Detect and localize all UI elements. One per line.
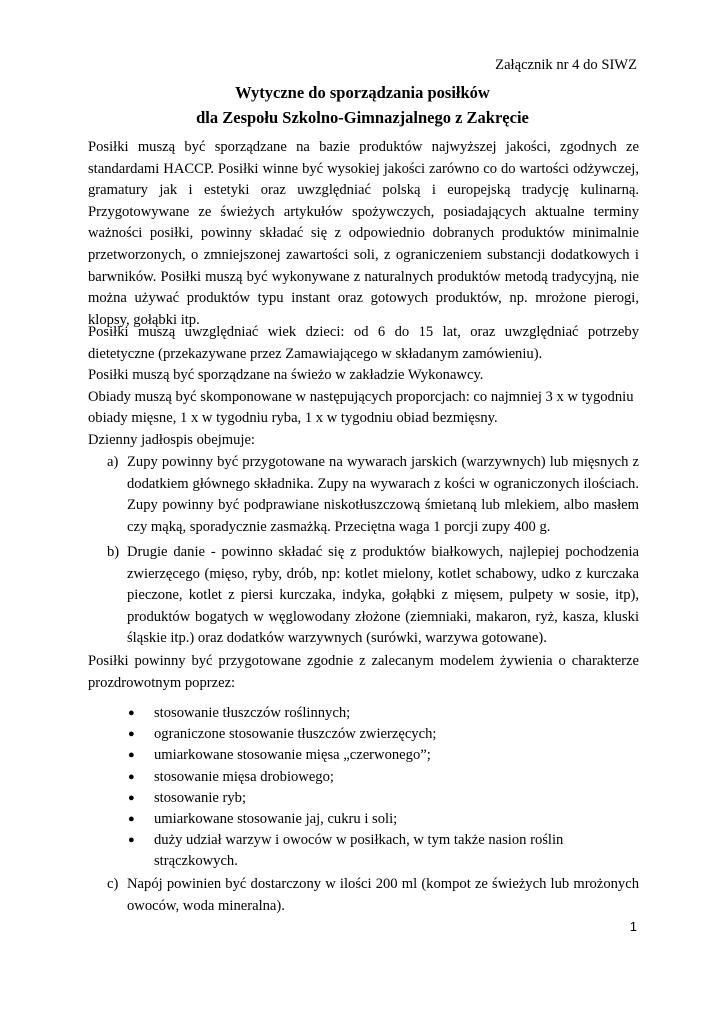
list-item-text: Drugie danie - powinno składać się z produktów białkowych, najlepiej pochodzenia zwierzęcego (mięso, ryby, drób, np: kotlet mielony, kotlet schabowy, udko z kurczaka pieczone, kotlet z piersi kurczaka, indyka, gołąbki z mięsem, pulpety w sosie, itp), produktów bogatych w węglowodany złożone (ziemniaki, makaron, ryż, kasza, kluski śląskie itp.) oraz dodatków warzywnych (surówki, warzywa gotowane). [127,544,639,647]
bullet-item: ● duży udział warzyw i owoców w posiłkach, w tym także nasion roślin strączkowych. [128,830,639,872]
bullet-list [128,703,639,873]
meal-rule-age: Posiłki muszą uwzględniać wiek dzieci: od 6 do 15 lat, oraz uwzględniać potrzeby dietetyczne (przekazywane przez Zamawiającego w składanym zamówieniu). [88,324,639,362]
bullet-icon: ● [128,791,135,804]
bullet-item: ● umiarkowane stosowanie jaj, cukru i soli; [128,809,639,830]
meal-rule-fresh: Posiłki muszą być sporządzane na świeżo w zakładzie Wykonawcy. [88,367,484,384]
bullet-icon: ● [128,813,135,826]
list-marker: a) [107,454,119,470]
bullet-icon: ● [128,770,135,783]
bullet-item: ● stosowanie ryb; [128,788,639,809]
title-line-1: Wytyczne do sporządzania posiłków [235,83,490,102]
list-item-drink [107,874,639,917]
meal-rule-proportions: Obiady muszą być skomponowane w następujących proporcjach: co najmniej 3 x w tygodniu obiady mięsne, 1 x w tygodniu ryba, 1 x w tygodniu obiad bezmięsny. [88,388,634,427]
paragraph-meal-rules [88,322,639,452]
bullet-icon: ● [128,707,135,719]
bullet-item: ● umiarkowane stosowanie mięsa „czerwonego”; [128,745,639,766]
list-item-text: Napój powinien być dostarczony w ilości 200 ml (kompot ze świeżych lub mrożonych owoców, woda mineralna). [127,876,639,914]
list-marker: b) [107,544,120,560]
list-item-main-course [107,542,639,650]
paragraph-requirements: Posiłki muszą być sporządzane na bazie produktów najwyższej jakości, zgodnych ze standardami HACCP. Posiłki winne być wysokiej jakości zarówno co do wartości odżywczej, gramatury jak i estetyki oraz uwzględniać polską i europejską tradycję kulinarną. Przygotowywane ze świeżych artykułów spożywczych, posiadających aktualne terminy ważności posiłki, powinny składać się z odpowiednio dobranych produktów minimalnie przetworzonych, o zmniejszonej zawartości soli, z ograniczeniem substancji dodatkowych i barwników. Posiłki muszą być wykonywane z naturalnych produktów metodą tradycyjną, nie można używać produktów typu instant oraz gotowych produktów, np. mrożone pierogi, klopsy, gołąbki itp. [88,139,639,328]
bullet-icon: ● [128,728,135,741]
page-number: 1 [629,919,637,934]
document-title [88,80,637,130]
paragraph-nutrition-model: Posiłki powinny być przygotowane zgodnie z zalecanym modelem żywienia o charakterze prozdrowotnym poprzez: [88,653,639,691]
bullet-item: ● ograniczone stosowanie tłuszczów zwierzęcych; [128,724,639,745]
list-marker: c) [107,876,119,892]
list-item-soups [107,452,639,538]
bullet-icon: ● [128,834,135,847]
bullet-icon: ● [128,749,135,762]
meal-rule-menu: Dzienny jadłospis obejmuje: [88,431,255,448]
attachment-label: Załącznik nr 4 do SIWZ [495,57,637,73]
title-line-2: dla Zespołu Szkolno-Gimnazjalnego z Zakręcie [196,108,529,127]
bullet-item: ● stosowanie tłuszczów roślinnych; [128,703,639,724]
list-item-text: Zupy powinny być przygotowane na wywarach jarskich (warzywnych) lub mięsnych z dodatkiem głównego składnika. Zupy na wywarach z kości w ograniczonych ilościach. Zupy powinny być podprawiane niskotłuszczową śmietaną lub mlekiem, albo masłem czy mąką, sporadycznie zasmażką. Przeciętna waga 1 porcji zupy 400 g. [127,454,639,535]
bullet-item: ● stosowanie mięsa drobiowego; [128,767,639,788]
